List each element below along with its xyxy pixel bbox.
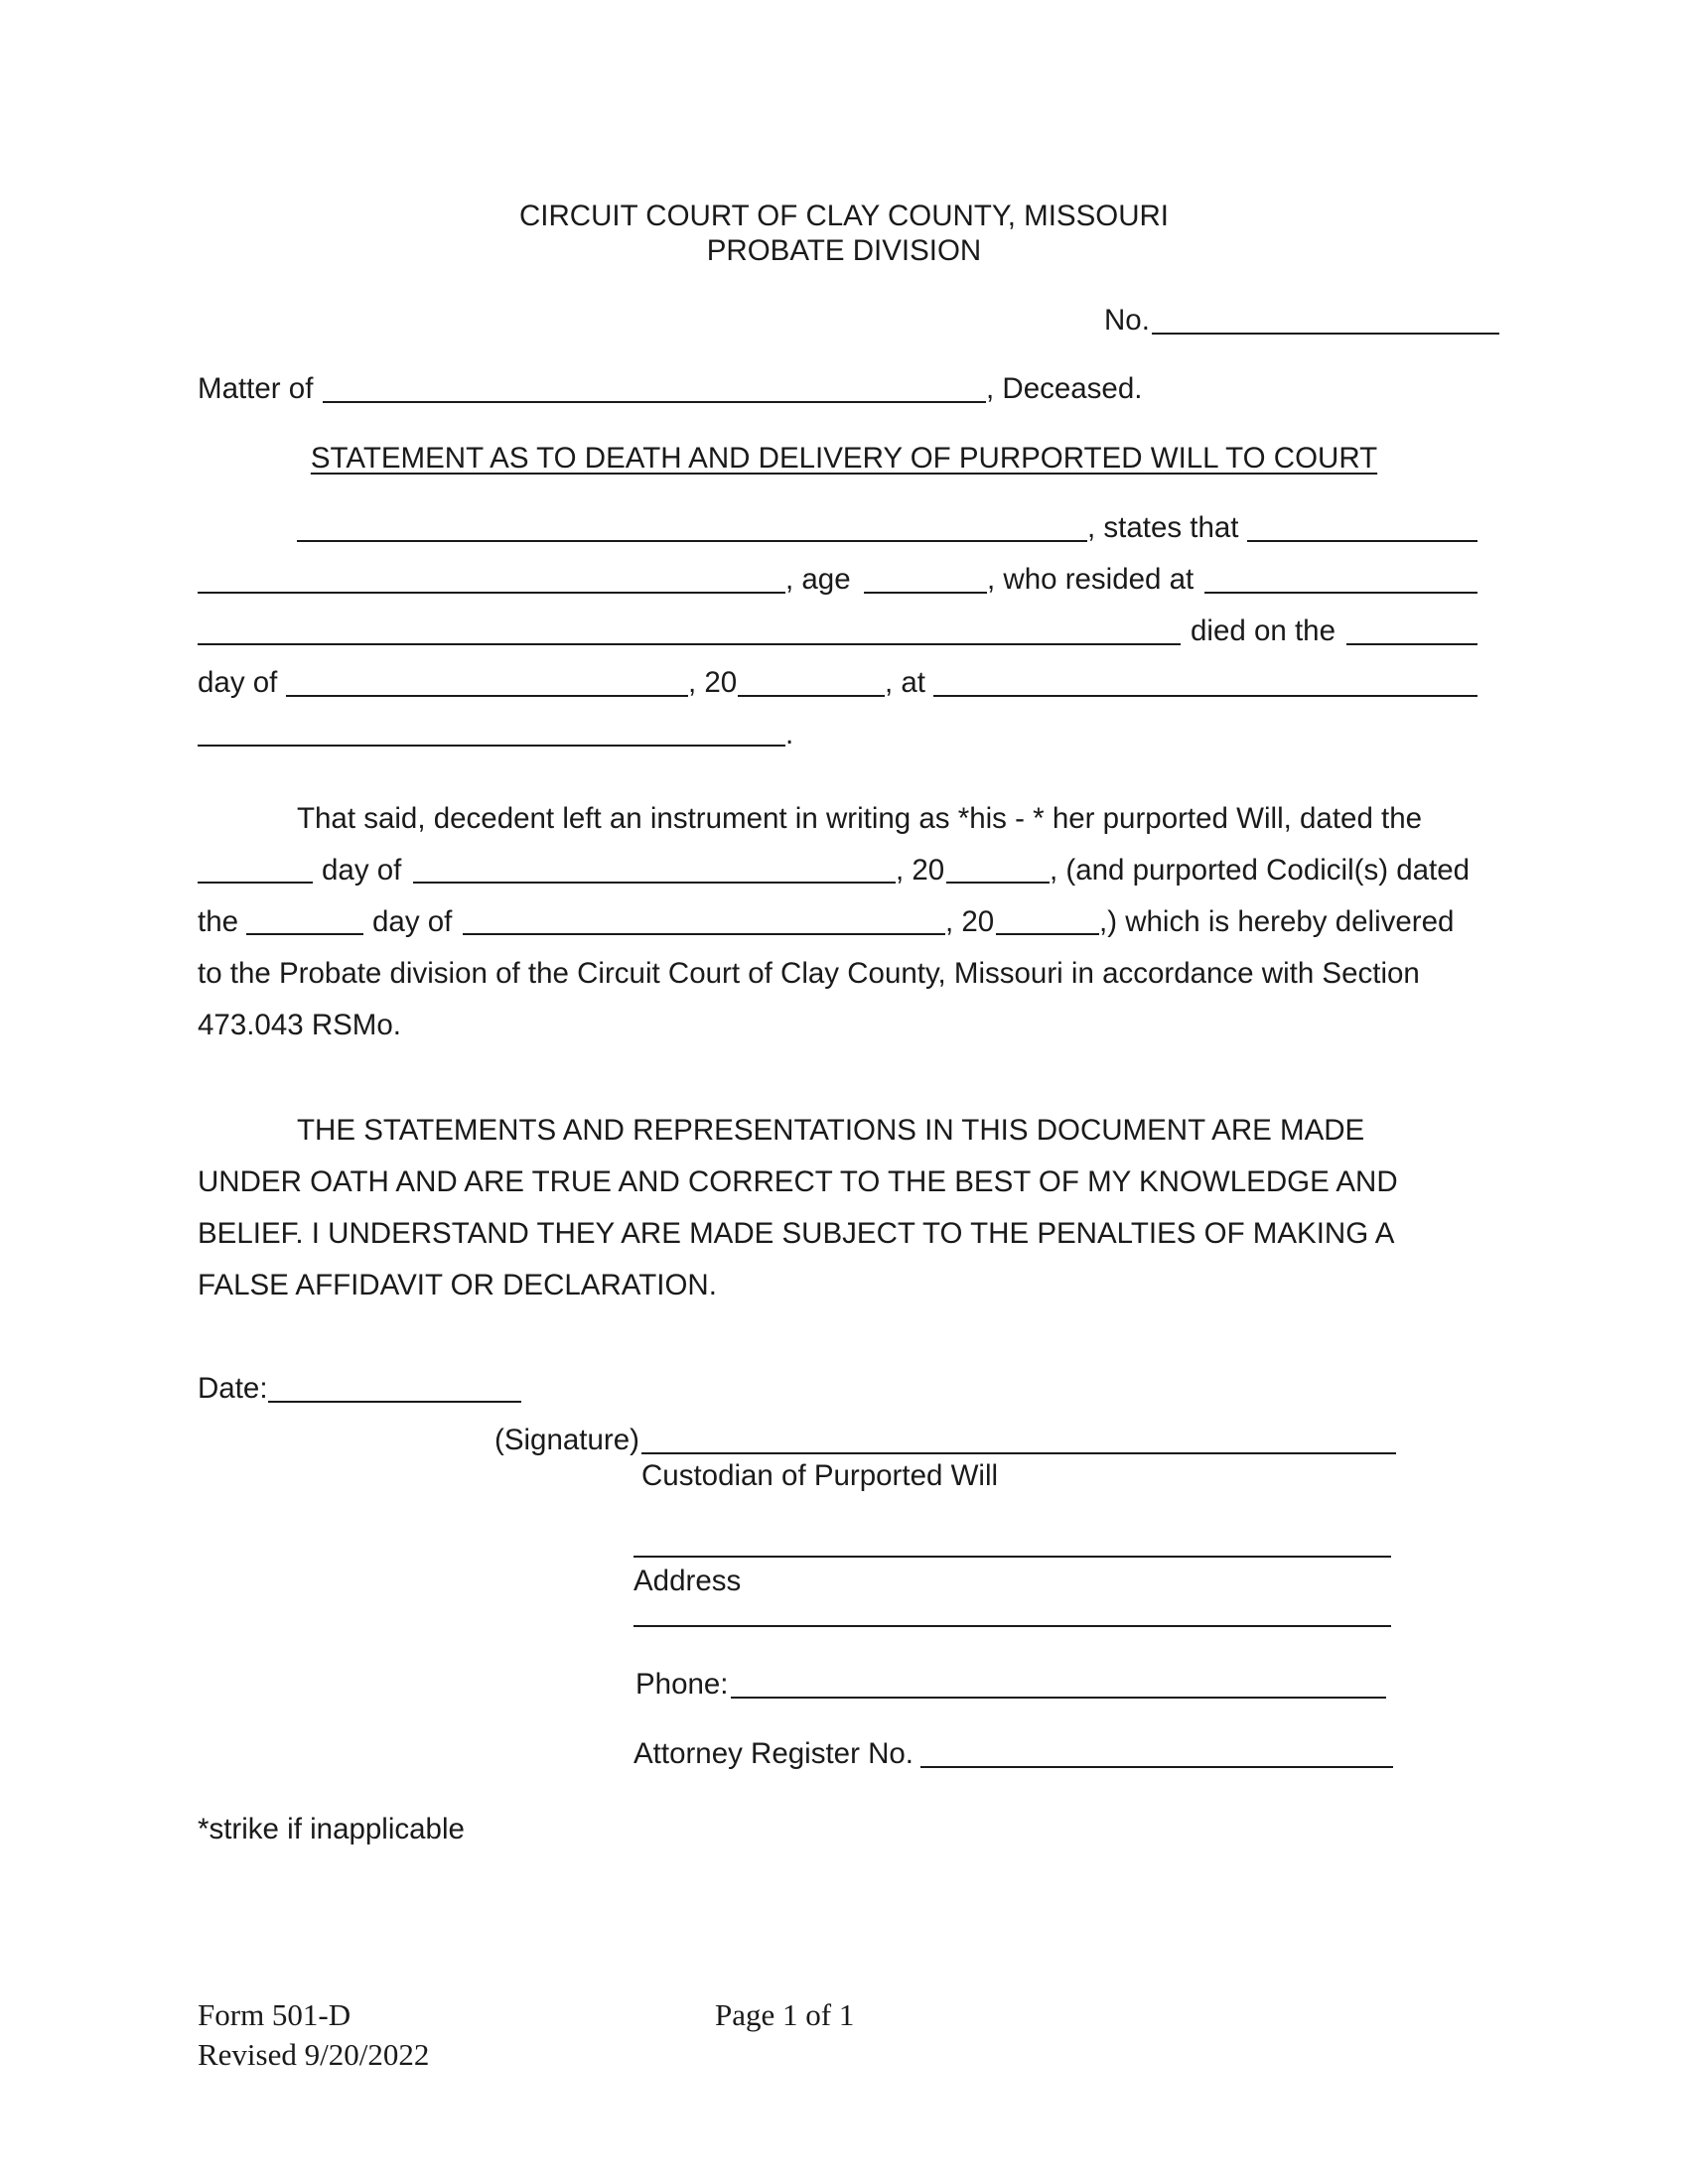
decedent-field[interactable] xyxy=(198,592,785,594)
oath-line-4: FALSE AFFIDAVIT OR DECLARATION. xyxy=(198,1269,717,1301)
address-field[interactable] xyxy=(633,1556,1391,1558)
date-field[interactable] xyxy=(268,1401,521,1403)
decedent-name-field[interactable] xyxy=(323,401,986,403)
address-label: Address xyxy=(633,1565,742,1597)
codicil-month-field[interactable] xyxy=(463,933,945,935)
died-on-the-label: died on the xyxy=(1191,614,1336,647)
will-day-of-label: day of xyxy=(322,854,402,887)
at-label: , at xyxy=(885,666,925,699)
revision-date: Revised 9/20/2022 xyxy=(198,2037,430,2072)
matter-of-label: Matter of xyxy=(198,372,314,405)
age-field[interactable] xyxy=(864,592,987,594)
court-name: CIRCUIT COURT OF CLAY COUNTY, MISSOURI xyxy=(518,200,1169,232)
attorney-register-label: Attorney Register No. xyxy=(633,1737,914,1770)
codicil-year-prefix-label: , 20 xyxy=(945,905,995,938)
death-place-continued-field[interactable] xyxy=(198,745,785,747)
signature-field[interactable] xyxy=(641,1452,1396,1454)
division-name: PROBATE DIVISION xyxy=(706,234,982,267)
death-place-field[interactable] xyxy=(933,695,1477,697)
form-number: Form 501-D xyxy=(198,1997,352,2032)
will-paragraph-line-4: to the Probate division of the Circuit Court of Clay County, Missouri in accordance with Section xyxy=(198,957,1420,990)
page-number: Page 1 of 1 xyxy=(715,1997,855,2032)
death-day-field[interactable] xyxy=(1346,643,1477,645)
will-paragraph-line-1: That said, decedent left an instrument in writing as *his - * her purported Will, dated the xyxy=(297,802,1423,835)
death-month-field[interactable] xyxy=(286,695,688,697)
attorney-register-field[interactable] xyxy=(920,1766,1393,1768)
oath-line-2: UNDER OATH AND ARE TRUE AND CORRECT TO THE BEST OF MY KNOWLEDGE AND xyxy=(198,1165,1398,1198)
year-prefix-label: , 20 xyxy=(688,666,738,699)
form-title: STATEMENT AS TO DEATH AND DELIVERY OF PURPORTED WILL TO COURT xyxy=(310,442,1378,475)
signature-label: (Signature) xyxy=(494,1424,639,1456)
phone-field[interactable] xyxy=(731,1697,1386,1699)
states-that-label: , states that xyxy=(1087,511,1239,544)
residence-field[interactable] xyxy=(1204,592,1477,594)
age-label: , age xyxy=(785,563,851,596)
codicil-the-label: the xyxy=(198,905,239,938)
period-mark: . xyxy=(785,718,794,751)
codicil-year-field[interactable] xyxy=(996,933,1099,935)
will-month-field[interactable] xyxy=(413,882,896,884)
will-year-field[interactable] xyxy=(946,882,1050,884)
declarant-name-field[interactable] xyxy=(297,540,1087,542)
date-label: Date: xyxy=(198,1372,268,1405)
resided-at-label: , who resided at xyxy=(987,563,1195,596)
codicil-day-field[interactable] xyxy=(246,933,363,935)
residence-continued-field[interactable] xyxy=(198,643,1181,645)
delivered-label: ,) which is hereby delivered xyxy=(1099,905,1455,938)
will-year-prefix-label: , 20 xyxy=(896,854,945,887)
oath-line-3: BELIEF. I UNDERSTAND THEY ARE MADE SUBJECT TO THE PENALTIES OF MAKING A xyxy=(198,1217,1395,1250)
day-of-label: day of xyxy=(198,666,278,699)
case-number-label: No. xyxy=(1104,304,1150,337)
death-year-field[interactable] xyxy=(738,695,885,697)
phone-label: Phone: xyxy=(635,1668,729,1701)
oath-line-1: THE STATEMENTS AND REPRESENTATIONS IN THIS DOCUMENT ARE MADE xyxy=(297,1114,1365,1147)
footnote: *strike if inapplicable xyxy=(198,1813,465,1845)
case-number-field[interactable] xyxy=(1152,333,1499,335)
address-continued-field[interactable] xyxy=(633,1625,1391,1627)
custodian-label: Custodian of Purported Will xyxy=(641,1459,999,1492)
codicil-label: , (and purported Codicil(s) dated xyxy=(1050,854,1471,887)
states-that-field[interactable] xyxy=(1247,540,1477,542)
will-paragraph-line-5: 473.043 RSMo. xyxy=(198,1009,401,1041)
deceased-label: , Deceased. xyxy=(986,372,1143,405)
will-day-field[interactable] xyxy=(198,882,313,884)
codicil-day-of-label: day of xyxy=(372,905,453,938)
